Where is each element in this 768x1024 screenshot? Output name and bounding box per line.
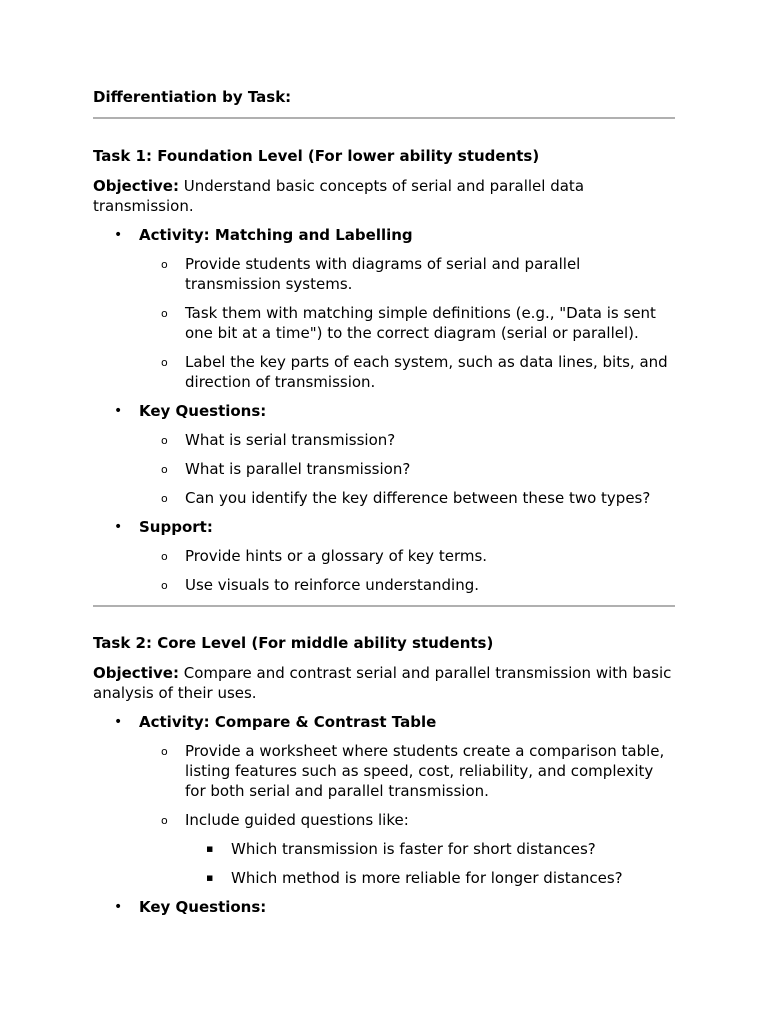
support-label: • Support: [139, 518, 213, 536]
objective-label: Objective: [93, 664, 179, 682]
list-item: o Can you identify the key difference between these two types? [139, 488, 675, 508]
document-content [93, 87, 675, 917]
document-title: Differentiation by Task: [93, 88, 292, 106]
task-2-section [93, 633, 675, 917]
task-2-key-questions [93, 897, 675, 917]
list-item: ▪ Which transmission is faster for short distances? [185, 839, 675, 859]
key-questions-label: • Key Questions: [139, 898, 267, 916]
activity-sublist [139, 254, 675, 392]
list-item: o Task them with matching simple definitions (e.g., "Data is sent one bit at a time") to the correct diagram (serial or parallel). [139, 303, 675, 343]
task-1-key-questions [93, 401, 675, 508]
questions-sublist [139, 430, 675, 508]
task-1-section [93, 146, 675, 595]
guided-questions-intro: Include guided questions like: [185, 811, 409, 829]
guided-questions-sublist [185, 839, 675, 888]
list-item [139, 810, 675, 888]
section-divider [93, 117, 675, 119]
list-item: o Provide hints or a glossary of key terms. [139, 546, 675, 566]
list-item: o Use visuals to reinforce understanding. [139, 575, 675, 595]
task-1-objective [93, 176, 675, 216]
list-item: o Label the key parts of each system, such as data lines, bits, and direction of transmission. [139, 352, 675, 392]
key-questions-label: • Key Questions: [139, 402, 267, 420]
support-sublist [139, 546, 675, 595]
task-2-objective [93, 663, 675, 703]
list-item: o What is serial transmission? [139, 430, 675, 450]
task-1-list [93, 225, 675, 595]
activity-label: • Activity: Matching and Labelling [139, 226, 413, 244]
list-item: o What is parallel transmission? [139, 459, 675, 479]
activity-label: • Activity: Compare & Contrast Table [139, 713, 437, 731]
list-item: o Provide students with diagrams of serial and parallel transmission systems. [139, 254, 675, 294]
list-item: o Provide a worksheet where students create a comparison table, listing features such as speed, cost, reliability, and complexity for both serial and parallel transmission. [139, 741, 675, 801]
list-item: ▪ Which method is more reliable for longer distances? [185, 868, 675, 888]
task-2-list [93, 712, 675, 917]
section-divider [93, 605, 675, 607]
task-1-activity [93, 225, 675, 392]
activity-sublist [139, 741, 675, 888]
objective-text: Compare and contrast serial and parallel transmission with basic analysis of their uses. [93, 664, 672, 702]
task-1-support [93, 517, 675, 595]
task-1-heading: Task 1: Foundation Level (For lower ability students) [93, 147, 540, 165]
objective-text: Understand basic concepts of serial and parallel data transmission. [93, 177, 585, 215]
objective-label: Objective: [93, 177, 179, 195]
task-2-activity [93, 712, 675, 888]
task-2-heading: Task 2: Core Level (For middle ability students) [93, 634, 494, 652]
